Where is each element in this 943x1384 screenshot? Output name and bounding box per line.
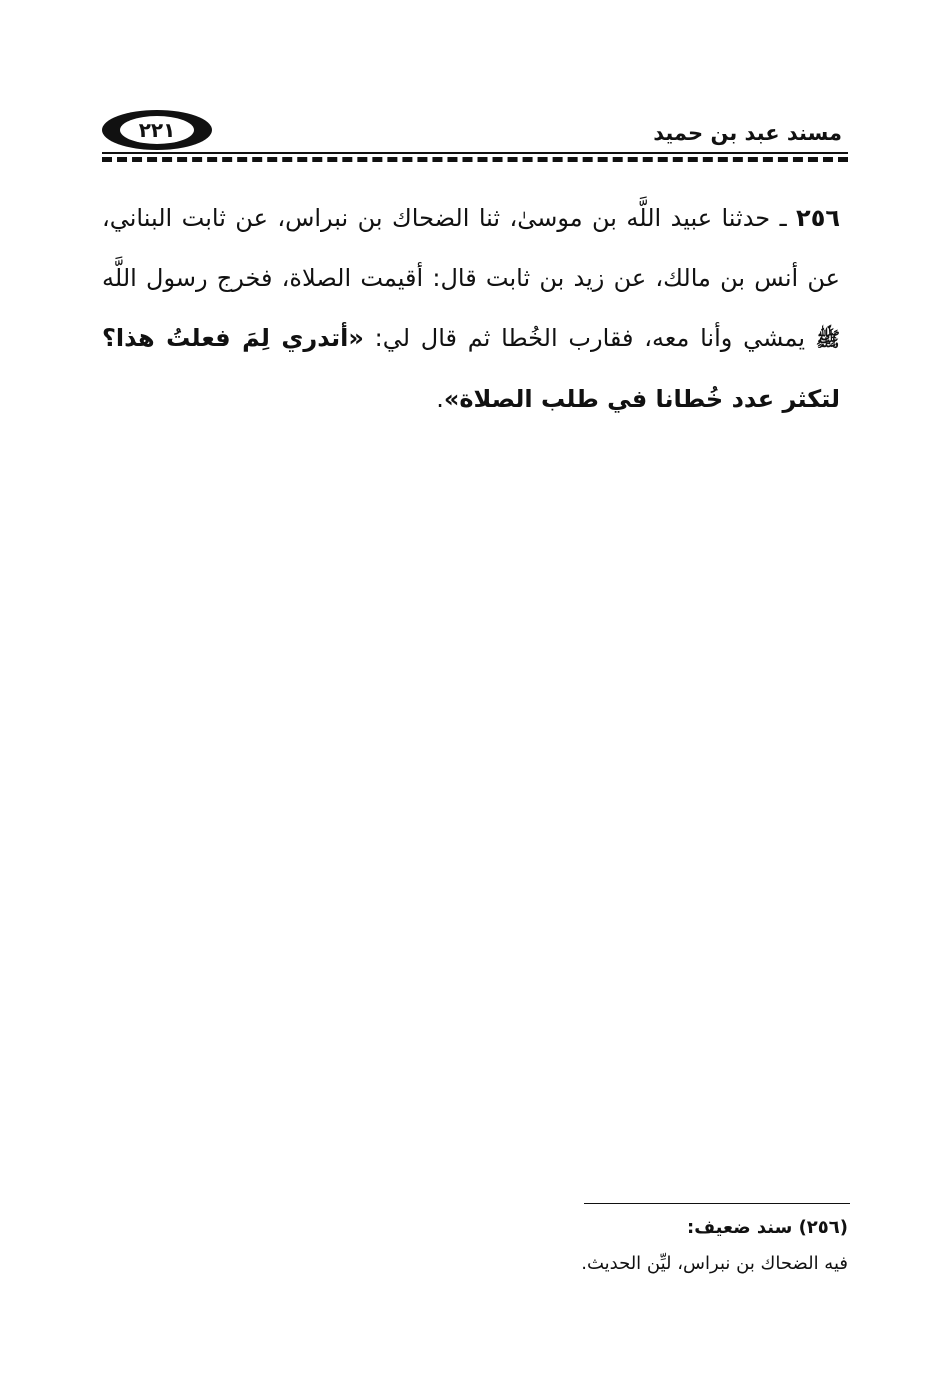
hadith-text-part-2: يمشي وأنا معه، فقارب الخُطا ثم قال لي: <box>363 324 816 352</box>
hadith-text-part-1: ـ حدثنا عبيد اللَّه بن موسىٰ، ثنا الضحاك بن نبراس، عن ثابت البناني، عن أنس بن مالك، عن زيد بن ثابت قال: أقيمت الصلاة، فخرج رسول اللَّه <box>102 204 840 292</box>
hadith-quote: «أتدري لِمَ فعلتُ هذا؟ لتكثر عدد خُطانا في طلب الصلاة» <box>102 324 840 413</box>
prophet-salutation: ﷺ <box>815 327 840 351</box>
hadith-end: . <box>436 385 444 413</box>
hadith-paragraph <box>102 188 840 429</box>
page-number: ٢٢١ <box>120 116 194 144</box>
page-header <box>102 100 848 170</box>
footnote <box>460 1210 848 1282</box>
page-number-badge <box>102 110 212 150</box>
footnote-rule <box>584 1203 850 1204</box>
footnote-title: (٢٥٦) سند ضعيف: <box>687 1217 848 1238</box>
header-dashed-rule <box>102 157 848 162</box>
header-rule <box>102 152 848 154</box>
footnote-text: فيه الضحاك بن نبراس، ليِّن الحديث. <box>581 1253 848 1274</box>
hadith-number: ٢٥٦ <box>796 204 840 232</box>
running-title: مسند عبد بن حميد <box>653 121 842 145</box>
